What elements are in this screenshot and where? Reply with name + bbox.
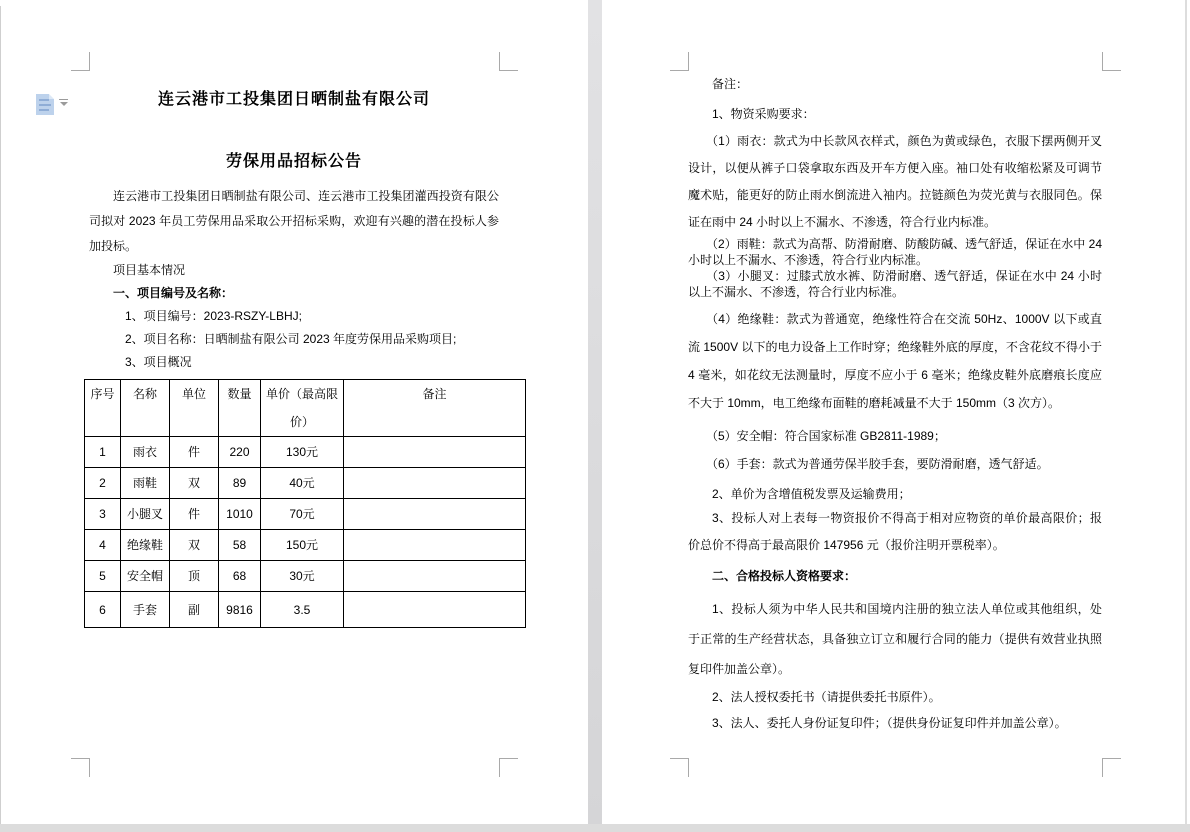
table-row: 4 绝缘鞋 双 58 150元 <box>85 530 526 561</box>
requirements-heading: 1、物资采购要求： <box>712 107 815 121</box>
chevron-down-icon <box>59 99 68 107</box>
heading-project-number: 一、项目编号及名称： <box>113 286 234 300</box>
heading-bidder-qualifications: 二、合格投标人资格要求： <box>712 569 857 583</box>
document-subtitle: 劳保用品招标公告 <box>225 153 362 170</box>
spec-item-gloves: （6）手套：款式为普通劳保半胶手套，要防滑耐磨，透气舒适。 <box>706 457 1049 471</box>
notes-label: 备注： <box>712 77 749 91</box>
table-header-row <box>85 380 526 437</box>
page-gap-gutter <box>588 0 602 824</box>
paste-options-button[interactable] <box>34 92 70 118</box>
col-header-price: 单价（最高限价） <box>261 380 344 437</box>
project-number-item: 1、项目编号：2023-RSZY-LBHJ; <box>125 309 302 323</box>
margin-mark-bottom-left-p1 <box>71 758 90 777</box>
margin-mark-top-left-p1 <box>71 52 90 71</box>
qualification-item-3: 3、法人、委托人身份证复印件；（提供身份证复印件并加盖公章）。 <box>712 716 1067 730</box>
intro-paragraph: 连云港市工投集团日晒制盐有限公司、连云港市工投集团灌西投资有限公司拟对 2023 年员工劳保用品采取公开招标采购，欢迎有兴趣的潜在投标人参加投标。 <box>89 189 499 253</box>
project-overview-item: 3、项目概况 <box>125 355 192 369</box>
document-page-2[interactable] <box>688 0 1102 736</box>
document-page-1[interactable] <box>89 0 499 628</box>
table-row: 6 手套 副 9816 3.5 <box>85 592 526 628</box>
table-row: 5 安全帽 顶 68 30元 <box>85 561 526 592</box>
spec-item-waders: （3）小腿叉：过膝式放水裤、防滑耐磨、透气舒适，保证在水中 24 小时以上不漏水、不渗透，符合行业内标准。 <box>688 269 1102 299</box>
margin-mark-top-left-p2 <box>670 52 689 71</box>
margin-mark-bottom-right-p2 <box>1102 758 1121 777</box>
page-fold-corner <box>49 94 54 99</box>
margin-mark-bottom-right-p1 <box>499 758 518 777</box>
window-left-edge <box>0 6 1 824</box>
col-header-name: 名称 <box>121 380 170 437</box>
project-name-item: 2、项目名称：日晒制盐有限公司 2023 年度劳保用品采购项目; <box>125 332 457 346</box>
qualification-item-2: 2、法人授权委托书（请提供委托书原件）。 <box>712 690 941 704</box>
table-row: 2 雨鞋 双 89 40元 <box>85 468 526 499</box>
window-bottom-gutter <box>0 824 1190 832</box>
qualification-item-1: 1、投标人须为中华人民共和国境内注册的独立法人单位或其他组织，处于正常的生产经营状态，具备独立订立和履行合同的能力（提供有效营业执照复印件加盖公章）。 <box>688 602 1102 676</box>
note-unit-price: 2、单价为含增值税发票及运输费用； <box>712 487 911 501</box>
col-header-remarks: 备注 <box>344 380 526 437</box>
col-header-qty: 数量 <box>219 380 261 437</box>
spec-item-safety-helmet: （5）安全帽：符合国家标准 GB2811-1989； <box>706 429 946 443</box>
margin-mark-top-right-p2 <box>1102 52 1121 71</box>
items-table <box>84 379 526 628</box>
margin-mark-top-right-p1 <box>499 52 518 71</box>
spec-item-rainboots: （2）雨鞋：款式为高帮、防滑耐磨、防酸防碱、透气舒适，保证在水中 24 小时以上不漏水、不渗透，符合行业内标准。 <box>688 237 1102 267</box>
margin-mark-bottom-left-p2 <box>670 758 689 777</box>
section-label: 项目基本情况 <box>113 263 186 277</box>
col-header-unit: 单位 <box>170 380 219 437</box>
col-header-index: 序号 <box>85 380 121 437</box>
spec-item-raincoat: （1）雨衣：款式为中长款风衣样式，颜色为黄或绿色，衣服下摆两侧开叉设计，以便从裤子口袋拿取东西及开车方便入座。袖口处有收缩松紧及可调节魔术贴，能更好的防止雨水倒流进入袖内。拉链颜色为荧光黄与衣服同色。保证在雨中 24 小时以上不漏水、不渗透，符合行业内标准。 <box>688 134 1102 229</box>
window-right-edge <box>1185 0 1187 824</box>
spec-item-insulated-shoes: （4）绝缘鞋：款式为普通宽，绝缘性符合在交流 50Hz、1000V 以下或直流 1500V 以下的电力设备上工作时穿；绝缘鞋外底的厚度，不含花纹不得小于 4 毫米，如花纹无法测量时，厚度不应小于 6 毫米；绝缘皮鞋外底磨痕长度应不大于 10mm，电工绝缘布面鞋的磨耗减量不大于 150mm（3 次方）。 <box>688 312 1102 410</box>
paste-icon <box>36 94 54 115</box>
document-title: 连云港市工投集团日晒制盐有限公司 <box>157 91 430 108</box>
table-row: 1 雨衣 件 220 130元 <box>85 437 526 468</box>
table-row: 3 小腿叉 件 1010 70元 <box>85 499 526 530</box>
note-price-cap: 3、投标人对上表每一物资报价不得高于相对应物资的单价最高限价；报价总价不得高于最高限价 147956 元（报价注明开票税率）。 <box>688 511 1102 552</box>
